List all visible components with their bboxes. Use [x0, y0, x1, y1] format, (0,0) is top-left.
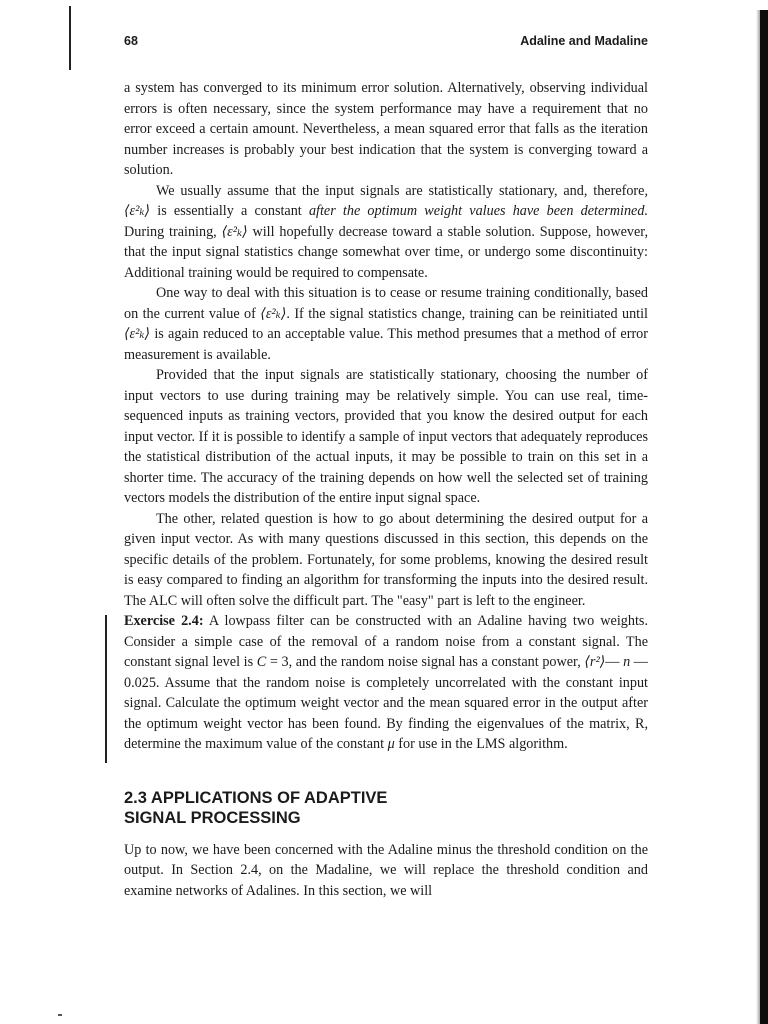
exercise-label: Exercise 2.4: — [124, 613, 204, 629]
paragraph: a system has converged to its minimum error solution. Alternatively, observing individual errors is often necessary, since the system performance may have a requirement that no error exceed a certain amount. Nevertheless, a mean squared error that falls as the iteration number increases is probably your best indication that the system is converging toward a solution. — [124, 80, 648, 178]
section-heading: 2.3 APPLICATIONS OF ADAPTIVE SIGNAL PROCESSING — [124, 788, 388, 827]
paragraph: We usually assume that the input signals are statistically stationary, and, therefore, ⟨ε²ₖ⟩ is essentially a constant after the optimum weight values have been determined. During training, ⟨ε²ₖ⟩ will hopefully decrease toward a stable solution. Suppose, however, that the input signal statistics change somewhat over time, or undergo some discontinuity: Additional training would be required to compensate. — [124, 182, 649, 281]
math-expression: ⟨ε²ₖ⟩ — [221, 223, 248, 240]
math-expression: n — [623, 654, 631, 670]
math-expression: ⟨ε²ₖ⟩ — [124, 326, 151, 342]
exercise-margin-bar — [105, 615, 107, 763]
page-number: 68 — [124, 34, 138, 48]
math-expression: ⟨ε²ₖ⟩ — [260, 305, 287, 322]
body-text — [124, 78, 648, 901]
math-expression: ⟨r²⟩ — [584, 654, 606, 670]
math-expression: ⟨ε²ₖ⟩ — [124, 203, 151, 219]
scan-edge-right — [760, 10, 768, 1024]
exercise-paragraph: Exercise 2.4: A lowpass filter can be constructed with an Adaline having two weights. Consider a simple case of the removal of a random noise from a constant signal. The constant signal level is C = 3, and the random noise signal has a constant power, ⟨r²⟩— n — 0.025. Assume that the random noise is completely uncorrelated with the constant input signal. Calculate the optimum weight vector and the mean squared error in the output after the optimum weight vector has been found. By finding the eigenvalues of the matrix, R, determine the maximum value of the constant μ for use in the LMS algorithm. — [124, 613, 648, 752]
paragraph: The other, related question is how to go about determining the desired output for a given input vector. As with many questions discussed in this section, this depends on the specific details of the problem. Fortunately, for some problems, knowing the desired result is easy compared to finding an algorithm for transforming the inputs into the desired result. The ALC will often solve the difficult part. The "easy" part is left to the engineer. — [124, 510, 648, 609]
math-expression: C — [256, 654, 267, 670]
emphasis: after the optimum weight values have been determined. — [308, 203, 648, 219]
scan-mark-left — [69, 6, 71, 70]
math-expression: μ — [387, 736, 395, 752]
paragraph: One way to deal with this situation is to cease or resume training conditionally, based on the current value of ⟨ε²ₖ⟩. If the signal statistics change, training can be reinitiated until ⟨ε²ₖ⟩ is again reduced to an acceptable value. This method presumes that a method of error measurement is available. — [124, 285, 648, 363]
chapter-title: Adaline and Madaline — [520, 34, 648, 48]
paragraph: Up to now, we have been concerned with the Adaline minus the threshold condition on the output. In Section 2.4, on the Madaline, we will replace the threshold condition and examine networks of Adalines. In this section, we will — [124, 841, 648, 899]
scan-speck — [58, 1014, 62, 1016]
paragraph: Provided that the input signals are statistically stationary, choosing the number of input vectors to use during training may be relatively simple. You can use real, time-sequenced inputs as training vectors, provided that you know the desired output for each input vector. If it is possible to identify a sample of input vectors that adequately reproduces the statistical distribution of the actual inputs, it may be possible to train on this set in a shorter time. The accuracy of the training depends on how well the selected set of training vectors models the distribution of the entire input signal space. — [124, 367, 648, 506]
running-head — [124, 34, 648, 50]
exercise-block — [124, 611, 648, 755]
